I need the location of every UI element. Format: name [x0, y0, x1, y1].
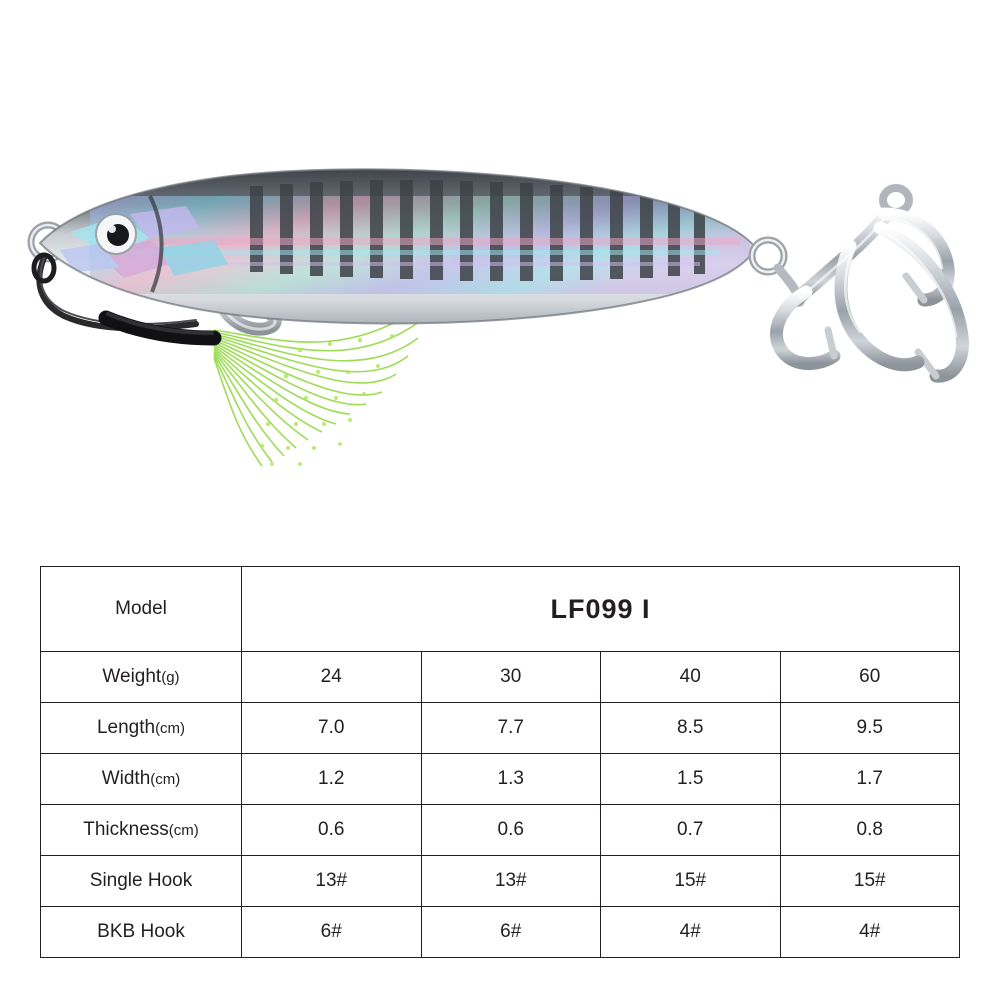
cell-single-hook-4: 15#: [780, 856, 960, 907]
cell-bkb-hook-3: 4#: [601, 907, 781, 958]
model-value-text: LF099 I: [550, 593, 651, 624]
cell-bkb-hook-2: 6#: [421, 907, 601, 958]
specification-table: [40, 566, 960, 958]
label-unit: (cm): [168, 822, 199, 839]
table-row-weight: [41, 652, 960, 703]
model-value-cell: [242, 567, 960, 652]
label-unit: (g): [161, 669, 180, 686]
row-label-length: [41, 703, 242, 754]
row-label-width: [41, 754, 242, 805]
label-text: Single Hook: [89, 870, 193, 891]
lure-eye: [96, 214, 136, 254]
row-label-bkb-hook: [41, 907, 242, 958]
label-text: Width: [101, 768, 151, 789]
row-label-weight: [41, 652, 242, 703]
cell-weight-1: 24: [242, 652, 422, 703]
cell-single-hook-3: 15#: [601, 856, 781, 907]
cell-thickness-4: 0.8: [780, 805, 960, 856]
cell-length-3: 8.5: [601, 703, 781, 754]
cell-width-4: 1.7: [780, 754, 960, 805]
table-row-bkb-hook: [41, 907, 960, 958]
label-text: BKB Hook: [97, 921, 185, 942]
cell-weight-4: 60: [780, 652, 960, 703]
jig-body: [40, 169, 756, 324]
table-row-model: [41, 567, 960, 652]
cell-length-2: 7.7: [421, 703, 601, 754]
cell-thickness-1: 0.6: [242, 805, 422, 856]
label-text: Thickness: [83, 819, 169, 840]
label-unit: (cm): [150, 771, 181, 788]
cell-single-hook-1: 13#: [242, 856, 422, 907]
cell-length-1: 7.0: [242, 703, 422, 754]
table-row-width: [41, 754, 960, 805]
cell-width-1: 1.2: [242, 754, 422, 805]
label-text: Weight: [102, 666, 162, 687]
cell-width-2: 1.3: [421, 754, 601, 805]
label-text: Model: [115, 598, 167, 619]
cell-length-4: 9.5: [780, 703, 960, 754]
label-text: Length: [96, 717, 156, 738]
cell-bkb-hook-1: 6#: [242, 907, 422, 958]
rear-split-ring-icon: [752, 240, 800, 302]
treble-hook-icon: [776, 188, 962, 376]
cell-thickness-3: 0.7: [601, 805, 781, 856]
table-row-length: [41, 703, 960, 754]
spec-table-container: [40, 566, 960, 958]
cell-thickness-2: 0.6: [421, 805, 601, 856]
table-row-single-hook: [41, 856, 960, 907]
cell-bkb-hook-4: 4#: [780, 907, 960, 958]
table-row-thickness: [41, 805, 960, 856]
row-label-thickness: [41, 805, 242, 856]
cell-single-hook-2: 13#: [421, 856, 601, 907]
row-label-single-hook: [41, 856, 242, 907]
cell-weight-3: 40: [601, 652, 781, 703]
row-label-model: [41, 567, 242, 652]
cell-weight-2: 30: [421, 652, 601, 703]
label-unit: (cm): [155, 720, 186, 737]
cell-width-3: 1.5: [601, 754, 781, 805]
